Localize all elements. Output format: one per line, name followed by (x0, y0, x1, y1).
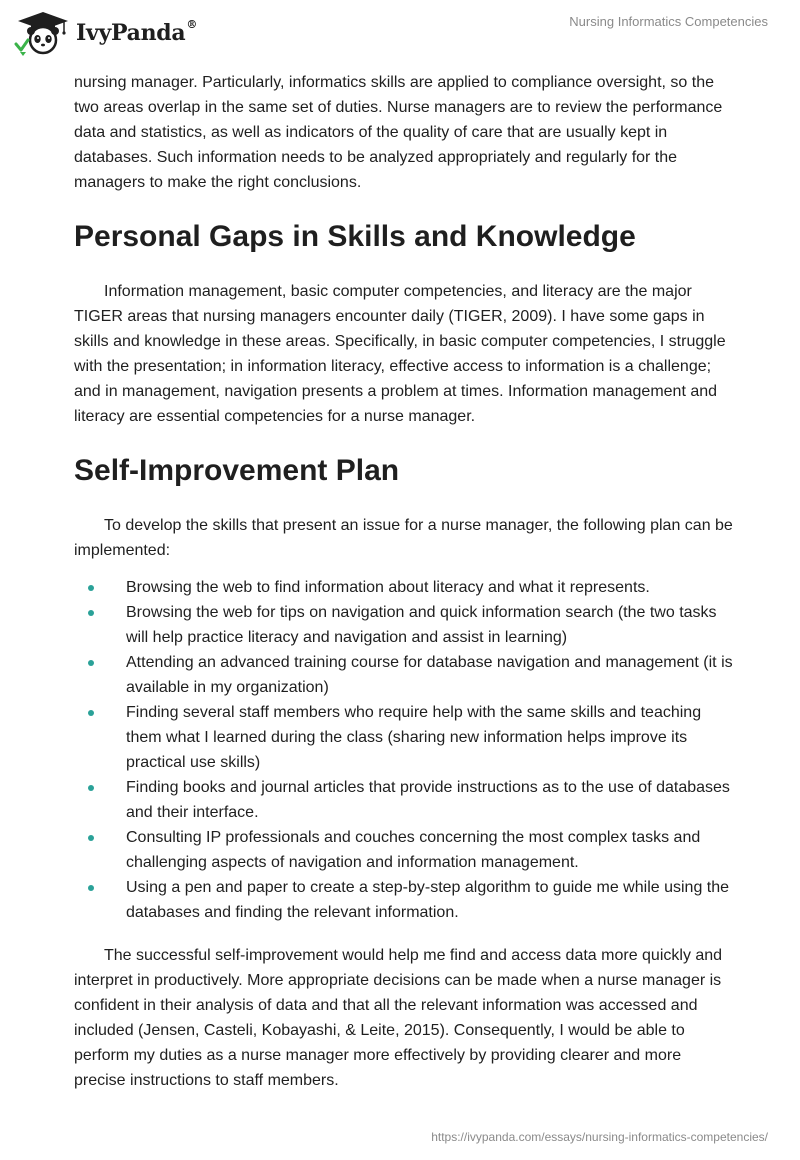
list-item (74, 875, 734, 925)
heading-self-improvement: Self-Improvement Plan (74, 454, 400, 487)
bullet-icon (88, 885, 94, 891)
list-item (74, 700, 734, 775)
bullet-icon (88, 585, 94, 591)
list-item (74, 650, 734, 700)
page-header (0, 0, 800, 70)
plan-intro-paragraph: To develop the skills that present an issue for a nurse manager, the following plan can be implemented: (74, 517, 733, 559)
list-item-text: Browsing the web for tips on navigation and quick information search (the two tasks will help practice literacy and navigation and assist in learning) (126, 604, 717, 646)
brand-name[interactable]: IvyPanda® (76, 18, 198, 46)
list-item-text: Finding several staff members who require help with the same skills and teaching them what I learned during the class (sharing new information helps improve its practical use skills) (126, 704, 702, 771)
list-item (74, 775, 734, 825)
bullet-icon (88, 610, 94, 616)
bullet-icon (88, 785, 94, 791)
essay-content (74, 70, 734, 1093)
bullet-icon (88, 660, 94, 666)
list-item-text: Browsing the web to find information about literacy and what it represents. (126, 579, 650, 596)
heading-personal-gaps: Personal Gaps in Skills and Knowledge (74, 220, 636, 253)
document-title: Nursing Informatics Competencies (569, 14, 768, 29)
list-item (74, 575, 734, 600)
gaps-paragraph: Information management, basic computer competencies, and literacy are the major TIGER areas that nursing managers encounter daily (TIGER, 2009). I have some gaps in skills and knowledge in these areas. Specifically, in basic computer competencies, I struggle with the presentation; in information literacy, effective access to information is a challenge; and in management, navigation presents a problem at times. Information management and literacy are essential competencies for a nurse manager. (74, 283, 726, 425)
source-url[interactable]: https://ivypanda.com/essays/nursing-informatics-competencies/ (431, 1130, 768, 1144)
list-item-text: Using a pen and paper to create a step-by-step algorithm to guide me while using the databases and finding the relevant information. (126, 879, 730, 921)
list-item (74, 825, 734, 875)
bullet-icon (88, 835, 94, 841)
list-item-text: Consulting IP professionals and couches concerning the most complex tasks and challenging aspects of navigation and information management. (126, 829, 701, 871)
list-item (74, 600, 734, 650)
plan-list (74, 575, 734, 925)
panda-graduate-icon[interactable] (14, 10, 72, 58)
conclusion-paragraph: The successful self-improvement would help me find and access data more quickly and interpret in productively. More appropriate decisions can be made when a nurse manager is confident in their analysis of data and that all the relevant information was accessed and included (Jensen, Casteli, Kobayashi, & Leite, 2015). Consequently, I would be able to perform my duties as a nurse manager more effectively by providing clearer and more precise instructions to staff members. (74, 947, 723, 1089)
bullet-icon (88, 710, 94, 716)
intro-paragraph: nursing manager. Particularly, informatics skills are applied to compliance oversight, so the two areas overlap in the same set of duties. Nurse managers are to review the performance data and statistics, as well as indicators of the quality of care that are usually kept in databases. Such information needs to be analyzed appropriately and regularly for the managers to make the right conclusions. (74, 74, 723, 191)
list-item-text: Attending an advanced training course for database navigation and management (it is available in my organization) (126, 654, 733, 696)
list-item-text: Finding books and journal articles that provide instructions as to the use of databases and their interface. (126, 779, 730, 821)
